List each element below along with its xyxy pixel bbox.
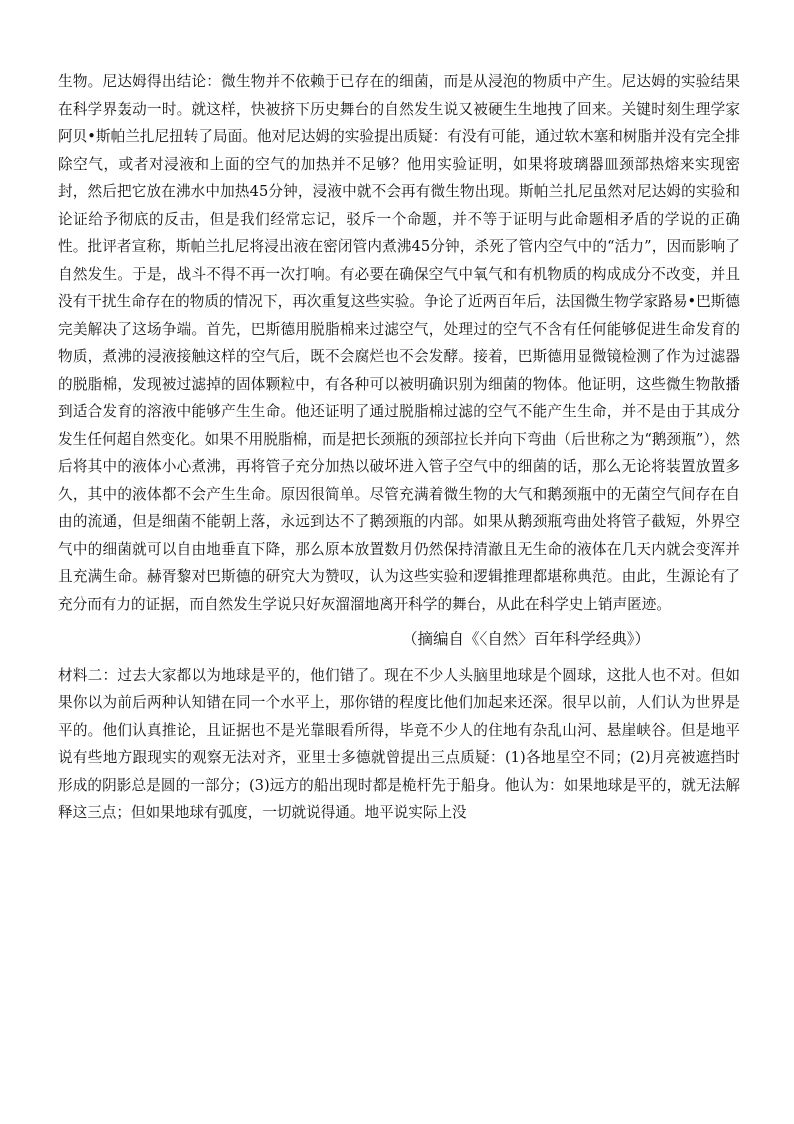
material-one-paragraph: 生物。尼达姆得出结论：微生物并不依赖于已存在的细菌，而是从浸泡的物质中产生。尼达姆的实验结果在科学界轰动一时。就这样，快被挤下历史舞台的自然发生说又被硬生生地拽了回来。关键时刻生理学家阿贝•斯帕兰扎尼扭转了局面。他对尼达姆的实验提出质疑：有没有可能，通过软木塞和树脂并没有完全排除空气，或者对浸液和上面的空气的加热并不足够？他用实验证明，如果将玻璃器皿颈部热熔来实现密封，然后把它放在沸水中加热45分钟，浸液中就不会再有微生物出现。斯帕兰扎尼虽然对尼达姆的实验和论证给予彻底的反击，但是我们经常忘记，驳斥一个命题，并不等于证明与此命题相矛盾的学说的正确性。批评者宣称，斯帕兰扎尼将浸出液在密闭管内煮沸45分钟，杀死了管内空气中的“活力”，因而影响了自然发生。于是，战斗不得不再一次打响。有必要在确保空气中氧气和有机物质的构成成分不改变，并且没有干扰生命存在的物质的情况下，再次重复这些实验。争论了近两百年后，法国微生物学家路易•巴斯德完美解决了这场争端。首先，巴斯德用脱脂棉来过滤空气，处理过的空气不含有任何能够促进生命发育的物质，煮沸的浸液接触这样的空气后，既不会腐烂也不会发酵。接着，巴斯德用显微镜检测了作为过滤器的脱脂棉，发现被过滤掉的固体颗粒中，有各种可以被明确识别为细菌的物体。他证明，这些微生物散播到适合发育的溶液中能够产生生命。他还证明了通过脱脂棉过滤的空气不能产生生命，并不是由于其成分发生任何超自然变化。如果不用脱脂棉，而是把长颈瓶的颈部拉长并向下弯曲（后世称之为“鹅颈瓶”），然后将其中的液体小心煮沸，再将管子充分加热以破坏进入管子空气中的细菌的话，那么无论将装置放置多久，其中的液体都不会产生生命。原因很简单。尽管充满着微生物的大气和鹅颈瓶中的无菌空气间存在自由的流通，但是细菌不能朝上落，永远到达不了鹅颈瓶的内部。如果从鹅颈瓶弯曲处将管子截短，外界空气中的细菌就可以自由地垂直下降，那么原本放置数月仍然保持清澈且无生命的液体在几天内就会变浑并且充满生命。赫胥黎对巴斯德的研究大为赞叹，认为这些实验和逻辑推理都堪称典范。由此，生源论有了充分而有力的证据，而自然发生学说只好灰溜溜地离开科学的舞台，从此在科学史上销声匿迹。 [58,73,740,613]
material-one-source: （摘编自《〈自然〉百年科学经典》） [401,630,650,648]
material-two-paragraph: 材料二：过去大家都以为地球是平的，他们错了。现在不少人头脑里地球是个圆球，这批人也不对。但如果你以为前后两种认知错在同一个水平上，那你错的程度比他们加起来还深。很早以前，人们认为世界是平的。他们认真推论，且证据也不是光靠眼看所得，毕竟不少人的住地有杂乱山河、悬崖峡谷。但是地平说有些地方跟现实的观察无法对齐，亚里士多德就曾提出三点质疑：(1)各地星空不同；(2)月亮被遮挡时形成的阴影总是圆的一部分；(3)远方的船出现时都是桅杆先于船身。他认为：如果地球是平的，就无法解释这三点；但如果地球有弧度，一切就说得通。地平说实际上没 [58,666,740,821]
document-page [58,68,740,827]
